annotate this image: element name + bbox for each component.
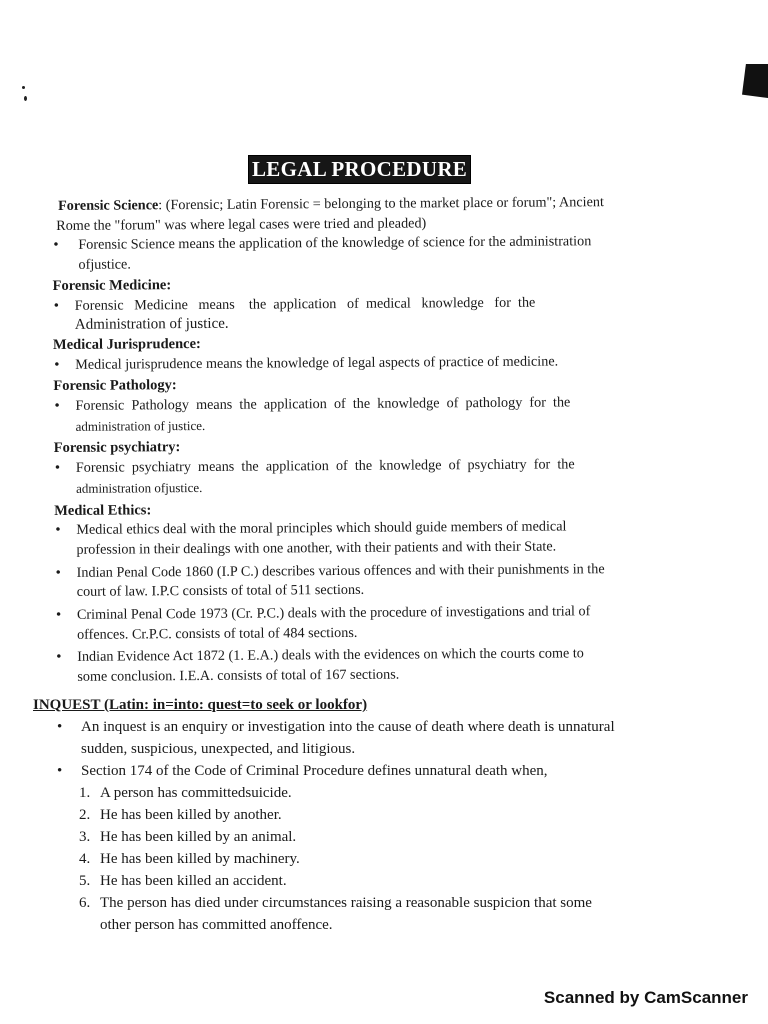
heading-medical-ethics: Medical Ethics: <box>54 501 152 519</box>
intro-line-2: Rome the "forum" was where legal cases were tried and pleaded) <box>56 215 427 234</box>
bullet-line: administration ofjustice. <box>75 479 203 496</box>
list-text: A person has committedsuicide. <box>100 785 292 801</box>
scan-specks <box>20 86 30 106</box>
heading-medical-jurisprudence: Medical Jurisprudence: <box>52 335 201 353</box>
document-body <box>52 192 755 688</box>
list-item <box>79 826 743 848</box>
intro-bullet <box>52 232 752 276</box>
heading-forensic-medicine: Forensic Medicine: <box>52 276 172 294</box>
list-number: 3. <box>79 829 91 845</box>
inquest-bullet-definition <box>33 716 743 760</box>
list-number: 2. <box>79 807 91 823</box>
intro-bullet-line-1: Forensic Science means the application of the knowledge of science for the administration <box>78 233 592 254</box>
list-text: He has been killed by an animal. <box>100 829 297 845</box>
bullet-medical-ethics-1 <box>54 516 754 560</box>
unnatural-death-list <box>33 782 743 936</box>
bullet-ipc <box>55 559 755 603</box>
bullet-line: Medical jurisprudence means the knowledge of legal aspects of practice of medicine. <box>75 353 559 373</box>
list-number: 4. <box>79 851 91 867</box>
list-text: The person has died under circumstances raising a reasonable suspicion that some <box>100 895 592 911</box>
speck <box>22 86 25 89</box>
speck <box>24 96 27 101</box>
heading-forensic-psychiatry: Forensic psychiatry: <box>53 439 181 457</box>
bullet-crpc <box>55 601 755 645</box>
intro-bullet-line-2: ofjustice. <box>78 256 131 273</box>
bullet-line: profession in their dealings with one another, with their patients and with their State. <box>76 538 557 558</box>
bullet-line: administration of justice. <box>75 417 206 434</box>
bullet-forensic-pathology <box>53 392 753 437</box>
bullet-forensic-psychiatry <box>54 454 754 499</box>
list-text: He has been killed by another. <box>100 807 282 823</box>
list-item <box>79 782 743 804</box>
bullet-medical-jurisprudence <box>53 351 753 376</box>
inquest-heading: INQUEST (Latin: in=into: quest=to seek or lookfor) <box>33 697 368 713</box>
list-text: He has been killed by machinery. <box>100 851 300 867</box>
bullet-line: court of law. I.P.C consists of total of 511 sections. <box>76 582 365 601</box>
scan-corner-mark <box>742 64 768 98</box>
intro-text-1: : (Forensic; Latin Forensic = belonging to the market place or forum"; Ancient <box>158 194 604 214</box>
list-text: other person has committed anoffence. <box>100 917 333 933</box>
list-item <box>79 892 743 914</box>
bullet-iea <box>55 644 755 688</box>
bullet-line: Forensic Pathology means the application of the knowledge of pathology for the <box>75 394 571 414</box>
bullet-forensic-medicine <box>53 292 753 336</box>
bullet-line: Forensic Medicine means the application of medical knowledge for the <box>74 294 536 314</box>
heading-forensic-pathology: Forensic Pathology: <box>53 377 177 395</box>
bullet-line: An inquest is an enquiry or investigation into the cause of death where death is unnatural <box>81 719 615 735</box>
bullet-line: Indian Evidence Act 1872 (1. E.A.) deals with the evidences on which the courts come to <box>77 645 584 666</box>
inquest-bullet-section-174: • Section 174 of the Code of Criminal Procedure defines unnatural death when, <box>33 760 743 782</box>
list-number: 1. <box>79 785 91 801</box>
bullet-line: Indian Penal Code 1860 (I.P C.) describes various offences and with their punishments in the <box>76 560 605 581</box>
list-item <box>79 848 743 870</box>
list-number: 6. <box>79 895 91 911</box>
page-title: LEGAL PROCEDURE <box>248 155 471 184</box>
list-text: He has been killed an accident. <box>100 873 287 889</box>
bullet-line: sudden, suspicious, unexpected, and litigious. <box>81 741 356 757</box>
scanner-watermark: Scanned by CamScanner <box>543 988 748 1007</box>
list-item <box>79 870 743 892</box>
bullet-line: some conclusion. I.E.A. consists of total of 167 sections. <box>77 666 400 686</box>
bullet-line: offences. Cr.P.C. consists of total of 484 sections. <box>76 624 358 643</box>
bullet-line: Administration of justice. <box>74 315 229 334</box>
bullet-line: Medical ethics deal with the moral principles which should guide members of medical <box>76 518 567 539</box>
list-item <box>79 804 743 826</box>
list-item-continuation <box>79 914 743 936</box>
bullet-line: Forensic psychiatry means the application of the knowledge of psychiatry for the <box>75 456 575 476</box>
bullet-line: Criminal Penal Code 1973 (Cr. P.C.) deals with the procedure of investigations and trial of <box>76 603 591 623</box>
inquest-section <box>33 694 743 936</box>
intro-term: Forensic Science <box>58 197 159 214</box>
list-number: 5. <box>79 873 91 889</box>
